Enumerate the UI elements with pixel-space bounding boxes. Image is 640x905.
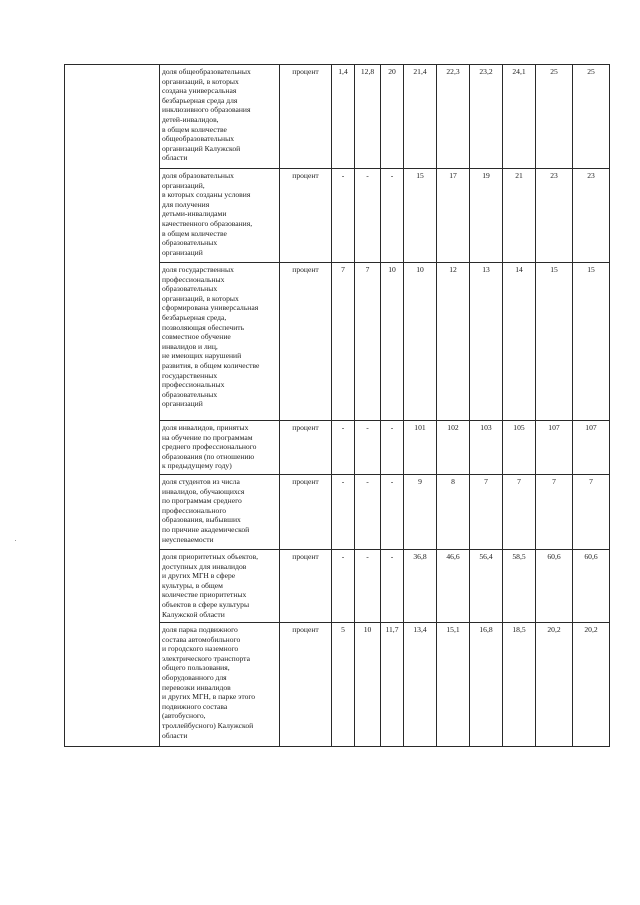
value-cell: 7: [332, 263, 355, 421]
value-cell: 25: [573, 65, 610, 169]
indicator-description: доля студентов из числа инвалидов, обучающихся по программам среднего профессионального образования, выбывших по причине академической неуспеваемости: [160, 475, 280, 550]
value-cell: -: [381, 550, 404, 623]
value-cell: 20,2: [536, 623, 573, 747]
value-cell: 14: [503, 263, 536, 421]
value-cell: 7: [573, 475, 610, 550]
value-cell: 15,1: [437, 623, 470, 747]
value-cell: 23,2: [470, 65, 503, 169]
value-cell: -: [332, 169, 355, 263]
value-cell: 21,4: [404, 65, 437, 169]
value-cell: 7: [536, 475, 573, 550]
value-cell: 60,6: [536, 550, 573, 623]
value-cell: 7: [470, 475, 503, 550]
value-cell: 36,8: [404, 550, 437, 623]
indicator-unit: процент: [280, 623, 332, 747]
value-cell: 16,8: [470, 623, 503, 747]
value-cell: 7: [355, 263, 381, 421]
value-cell: 102: [437, 421, 470, 475]
value-cell: 9: [404, 475, 437, 550]
indicator-unit: процент: [280, 550, 332, 623]
indicator-description: доля государственных профессиональных образовательных организаций, в которых сформирована универсальная безбарьерная среда, позволяющая обеспечить совместное обучение инвалидов и лиц, не имеющих нарушений развития, в общем количестве государственных профессиональных образовательных организаций: [160, 263, 280, 421]
value-cell: 46,6: [437, 550, 470, 623]
indicator-description: доля приоритетных объектов, доступных для инвалидов и других МГН в сфере культуры, в общем количестве приоритетных объектов в сфере культуры Калужской области: [160, 550, 280, 623]
value-cell: 15: [404, 169, 437, 263]
value-cell: -: [355, 169, 381, 263]
value-cell: -: [355, 475, 381, 550]
value-cell: 19: [470, 169, 503, 263]
value-cell: 107: [573, 421, 610, 475]
value-cell: 23: [536, 169, 573, 263]
indicator-unit: процент: [280, 263, 332, 421]
value-cell: 13: [470, 263, 503, 421]
value-cell: -: [332, 475, 355, 550]
value-cell: -: [332, 421, 355, 475]
value-cell: 5: [332, 623, 355, 747]
value-cell: 10: [355, 623, 381, 747]
empty-left-column: [65, 65, 160, 747]
value-cell: 101: [404, 421, 437, 475]
value-cell: -: [381, 169, 404, 263]
indicator-unit: процент: [280, 421, 332, 475]
value-cell: 25: [536, 65, 573, 169]
value-cell: -: [381, 475, 404, 550]
value-cell: 11,7: [381, 623, 404, 747]
table-row: [65, 65, 610, 169]
indicator-description: доля общеобразовательных организаций, в которых создана универсальная безбарьерная среда для инклюзивного образования детей-инвалидов, в общем количестве общеобразовательных организаций Калужской области: [160, 65, 280, 169]
indicator-description: доля образовательных организаций, в которых созданы условия для получения детьми-инвалидами качественного образования, в общем количестве образовательных организаций: [160, 169, 280, 263]
value-cell: 24,1: [503, 65, 536, 169]
value-cell: 22,3: [437, 65, 470, 169]
value-cell: 105: [503, 421, 536, 475]
value-cell: 12: [437, 263, 470, 421]
value-cell: 8: [437, 475, 470, 550]
value-cell: 107: [536, 421, 573, 475]
indicator-unit: процент: [280, 169, 332, 263]
value-cell: -: [355, 550, 381, 623]
value-cell: 56,4: [470, 550, 503, 623]
indicator-unit: процент: [280, 475, 332, 550]
value-cell: -: [355, 421, 381, 475]
value-cell: 10: [381, 263, 404, 421]
value-cell: 21: [503, 169, 536, 263]
value-cell: 15: [573, 263, 610, 421]
value-cell: 15: [536, 263, 573, 421]
value-cell: 20: [381, 65, 404, 169]
value-cell: 17: [437, 169, 470, 263]
indicator-description: доля парка подвижного состава автомобильного и городского наземного электрического транспорта общего пользования, оборудованного для перевозки инвалидов и других МГН, в парке этого подвижного состава (автобусного, троллейбусного) Калужской области: [160, 623, 280, 747]
scan-speck: [15, 540, 16, 541]
value-cell: 7: [503, 475, 536, 550]
value-cell: 1,4: [332, 65, 355, 169]
value-cell: 60,6: [573, 550, 610, 623]
value-cell: 18,5: [503, 623, 536, 747]
value-cell: 20,2: [573, 623, 610, 747]
indicator-description: доля инвалидов, принятых на обучение по программам среднего профессионального образования (по отношению к предыдущему году): [160, 421, 280, 475]
value-cell: -: [332, 550, 355, 623]
value-cell: 13,4: [404, 623, 437, 747]
value-cell: 12,8: [355, 65, 381, 169]
value-cell: 10: [404, 263, 437, 421]
indicators-table: [64, 64, 610, 747]
value-cell: 23: [573, 169, 610, 263]
indicator-unit: процент: [280, 65, 332, 169]
value-cell: -: [381, 421, 404, 475]
value-cell: 103: [470, 421, 503, 475]
value-cell: 58,5: [503, 550, 536, 623]
